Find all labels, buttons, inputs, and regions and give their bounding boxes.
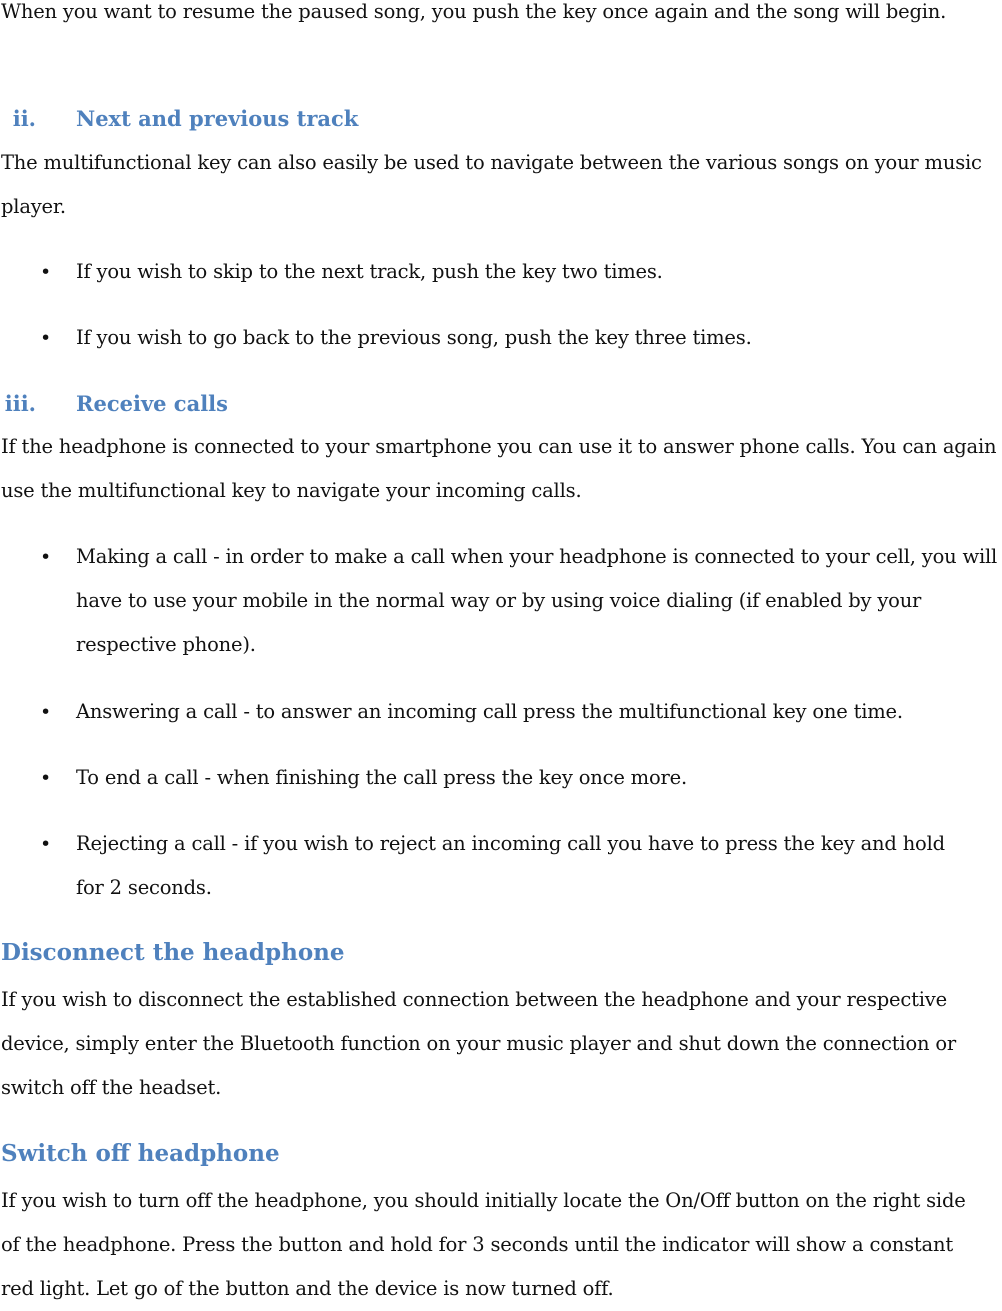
bullet-icon: • [40,701,52,723]
heading-switch-off-headphone: Switch off headphone [1,1140,280,1167]
next-previous-paragraph: The multifunctional key can also easily be used to navigate between the various songs on your music player. [1,151,982,218]
subheading-title: Next and previous track [76,106,359,131]
subheading-title: Receive calls [76,391,228,416]
bullet-icon: • [40,327,52,349]
subheading-number: iii. [4,391,36,416]
intro-paragraph: When you want to resume the paused song, you push the key once again and the song will begin. [1,0,947,23]
switch-off-paragraph: If you wish to turn off the headphone, you should initially locate the On/Off button on the right side of the headphone. Press the button and hold for 3 seconds until the indicator will show a constant red light. Let go of the button and the device is now turned off. [1,1189,966,1300]
bullet-icon: • [40,767,52,789]
disconnect-paragraph: If you wish to disconnect the established connection between the headphone and your respective device, simply enter the Bluetooth function on your music player and shut down the connection or switch off the headset. [1,988,957,1099]
bullet-icon: • [40,546,52,568]
bullet-icon: • [40,833,52,855]
receive-calls-paragraph: If the headphone is connected to your smartphone you can use it to answer phone calls. You can again use the multifunctional key to navigate your incoming calls. [1,435,997,502]
heading-disconnect-headphone: Disconnect the headphone [1,939,345,966]
subheading-number: ii. [12,106,36,131]
bullet-icon: • [40,261,52,283]
